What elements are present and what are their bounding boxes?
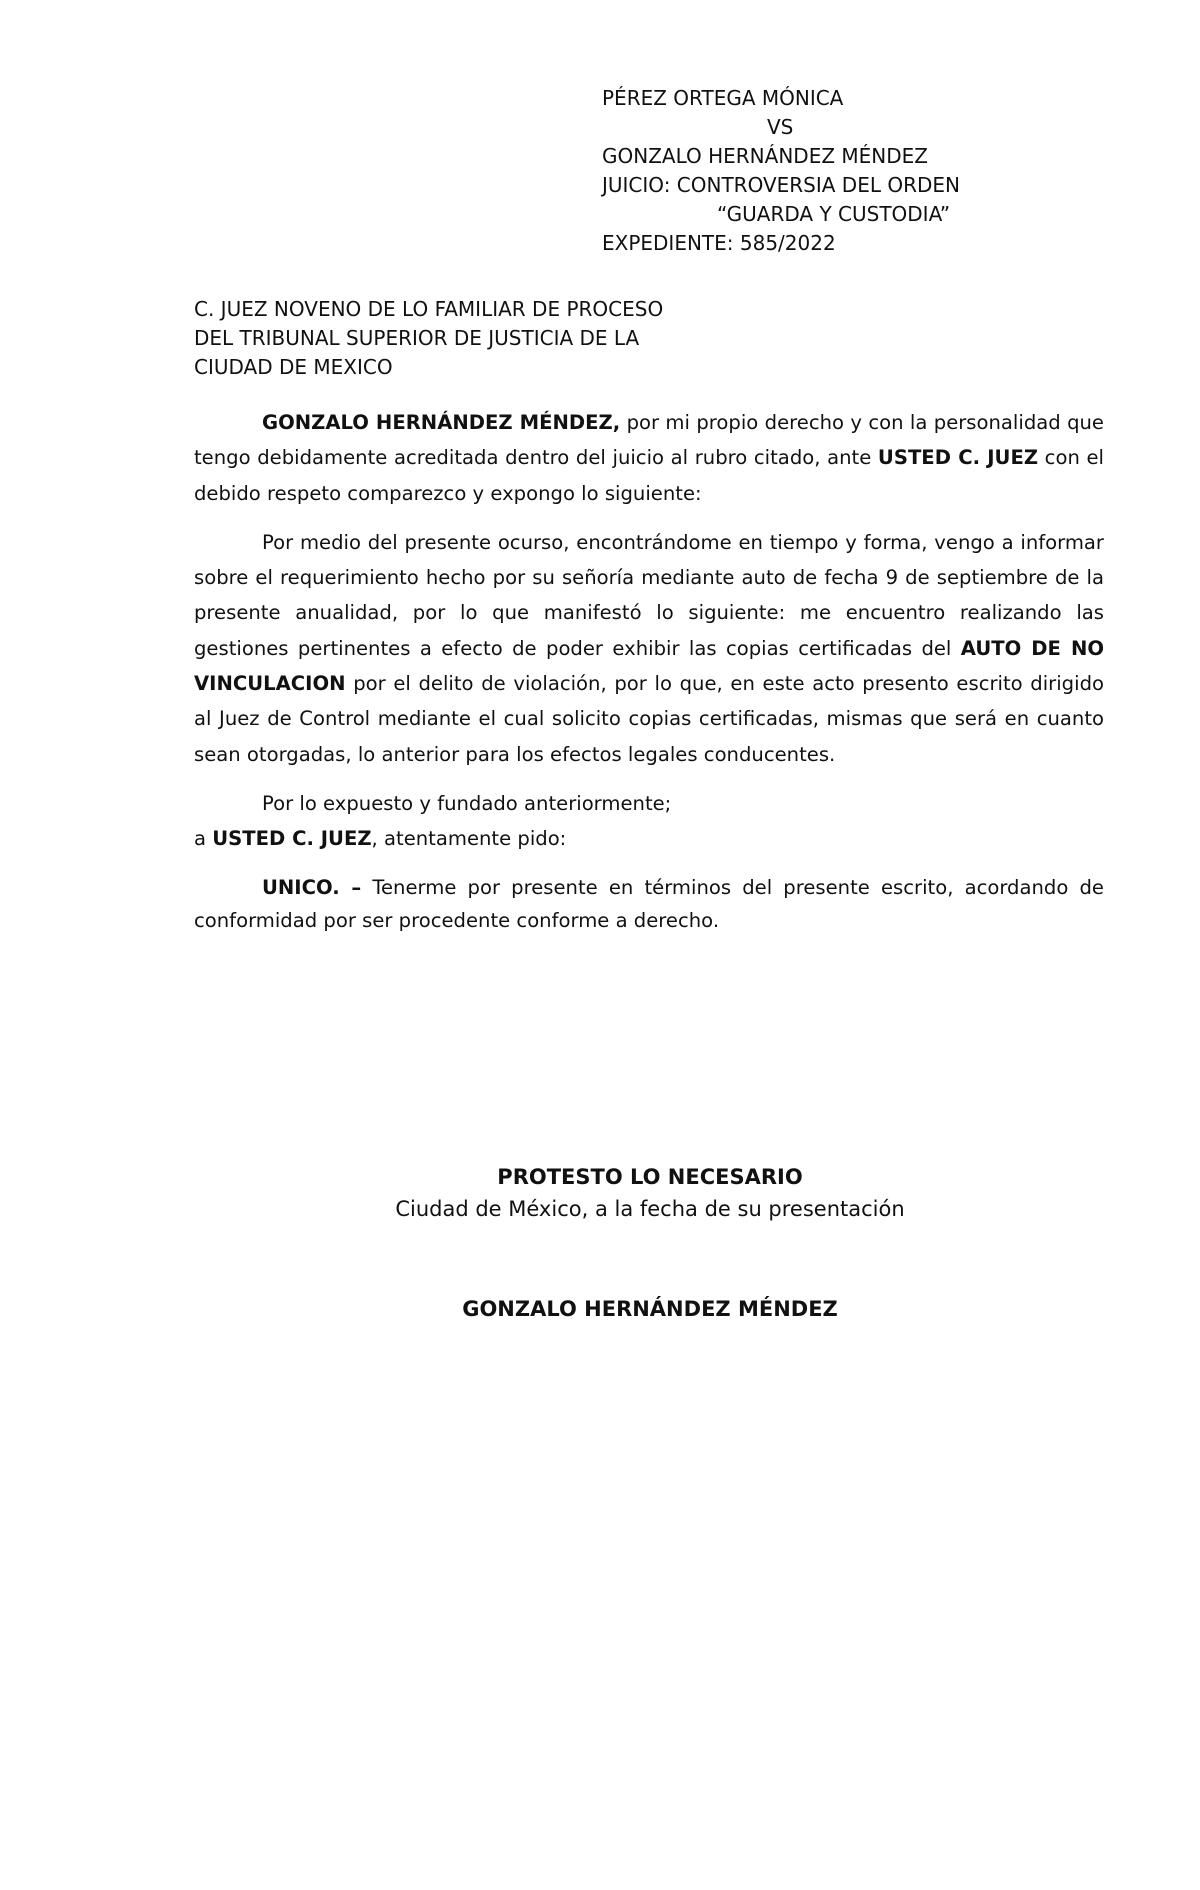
paragraph-report — [194, 525, 1104, 772]
paragraph-unico — [194, 871, 1104, 937]
paragraph-1-text-a: por mi propio derecho y con la personalidad que tengo debidamente acreditada dentro del juicio al rubro citado, ante — [194, 411, 1104, 470]
place-date-line: Ciudad de México, a la fecha de su presentación — [395, 1197, 905, 1221]
judge-reference-2: USTED C. JUEZ — [212, 827, 372, 851]
paragraph-introduction — [194, 405, 1104, 511]
paragraph-petition-intro: Por lo expuesto y fundado anteriormente; — [262, 791, 672, 815]
addressee-block — [194, 295, 894, 382]
petition-prefix: a — [194, 827, 213, 851]
unico-text: Tenerme por presente en términos del presente escrito, acordando de conformidad por ser procedente conforme a derecho. — [194, 875, 1104, 932]
document-body — [194, 405, 1104, 937]
auto-highlight: AUTO DE NO VINCULACION — [194, 636, 1105, 696]
addressee-line-2: DEL TRIBUNAL SUPERIOR DE JUSTICIA DE LA — [194, 326, 640, 350]
caption-expediente: EXPEDIENTE: 585/2022 — [602, 231, 836, 255]
paragraph-1-text-b: con el debido respeto comparezco y expongo lo siguiente: — [194, 446, 1105, 505]
caption-juicio: JUICIO: CONTROVERSIA DEL ORDEN — [602, 173, 960, 197]
addressee-line-3: CIUDAD DE MEXICO — [194, 355, 393, 379]
caption-actor: PÉREZ ORTEGA MÓNICA — [602, 86, 844, 110]
promovente-name: GONZALO HERNÁNDEZ MÉNDEZ, — [262, 411, 621, 434]
addressee-line-1: C. JUEZ NOVENO DE LO FAMILIAR DE PROCESO — [194, 297, 664, 321]
caption-versus: VS — [767, 115, 794, 139]
petition-suffix: , atentamente pido: — [371, 827, 567, 851]
signatory-name: GONZALO HERNÁNDEZ MÉNDEZ — [462, 1297, 838, 1321]
case-caption — [602, 84, 1042, 258]
unico-label: UNICO. – — [262, 875, 362, 899]
paragraph-2-text-a: Por medio del presente ocurso, encontrándome en tiempo y forma, vengo a informar sobre el requerimiento hecho por su señoría mediante auto de fecha 9 de septiembre de la presente anualidad, por lo que manifestó lo siguiente: me encuentro realizando las gestiones pertinentes a efecto de poder exhibir las copias certificadas del — [194, 530, 1104, 660]
protesto-heading: PROTESTO LO NECESARIO — [497, 1165, 803, 1189]
caption-defendant: GONZALO HERNÁNDEZ MÉNDEZ — [602, 144, 928, 168]
paragraph-petition-line — [194, 821, 1104, 856]
judge-reference: USTED C. JUEZ — [877, 446, 1039, 470]
caption-materia: “GUARDA Y CUSTODIA” — [717, 202, 951, 226]
paragraph-2-text-b: por el delito de violación, por lo que, en este acto presento escrito dirigido al Juez de Control mediante el cual solicito copias certificadas, mismas que será en cuanto sean otorgadas, lo anterior para los efectos legales conducentes. — [194, 672, 1104, 766]
